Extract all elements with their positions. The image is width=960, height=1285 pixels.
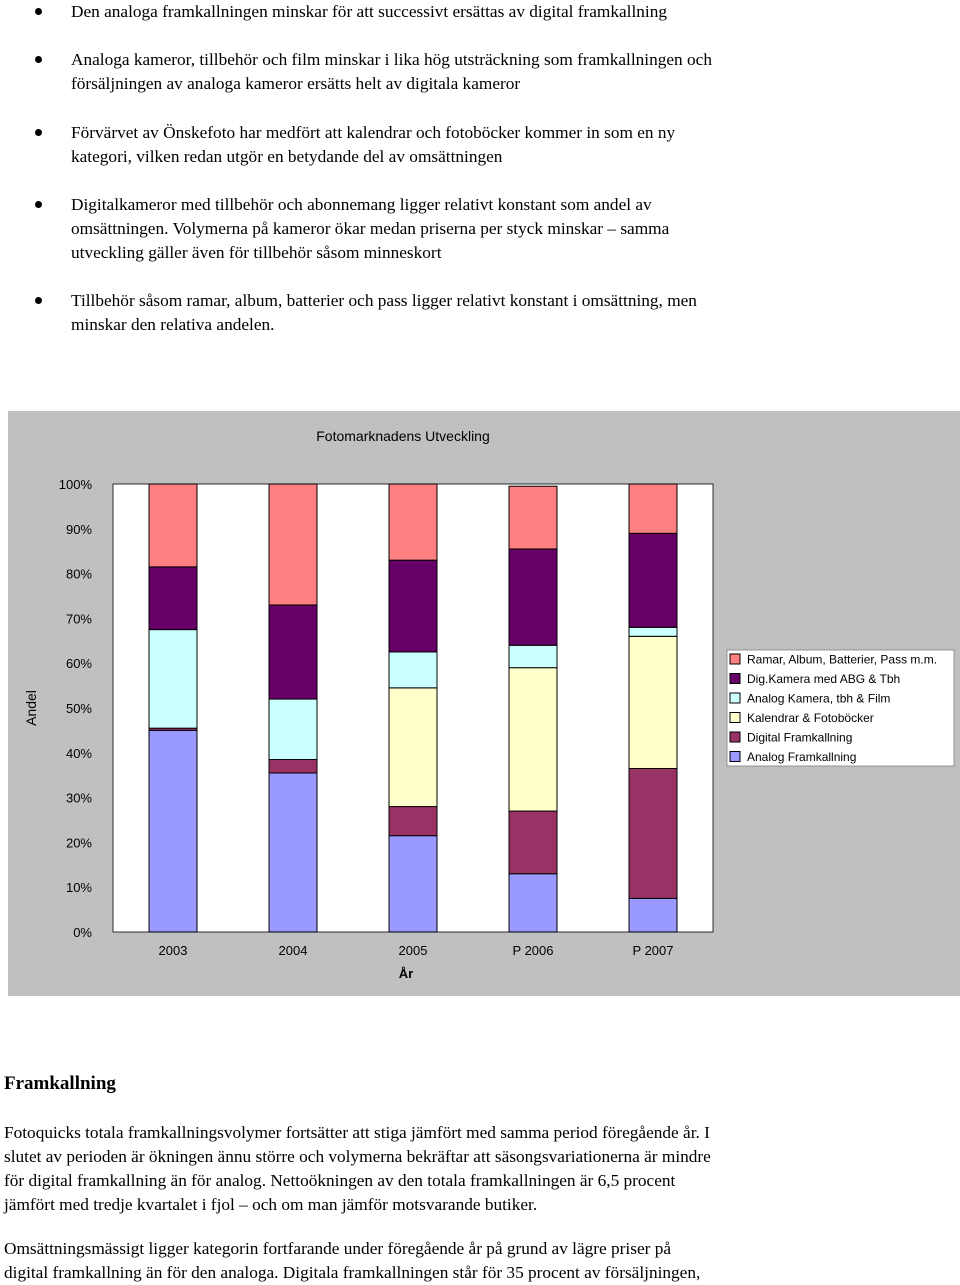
y-tick-label: 20% [65,835,92,851]
bar-segment [509,811,557,874]
legend [727,650,954,766]
y-tick-label: 70% [65,611,92,627]
bar-segment [269,699,317,759]
legend-box [727,650,954,766]
bullet-dot-icon [35,129,42,136]
x-tick-label: P 2006 [512,943,554,958]
bar-segment [389,652,437,688]
bar-segment [149,567,197,630]
bar-segment [509,668,557,811]
bullet-dot-icon [35,56,42,63]
bar-segment [509,874,557,932]
x-axis-label: År [398,966,414,981]
bar-segment [269,484,317,605]
bar-segment [509,486,557,549]
x-tick-label: P 2007 [632,943,674,958]
bar-segment [509,549,557,645]
legend-swatch [730,732,740,742]
bullet-dot-icon [35,8,42,15]
y-tick-label: 90% [65,521,92,537]
y-tick-label: 0% [73,925,92,940]
legend-swatch [730,674,740,684]
bar-segment [629,898,677,932]
bar-segment [389,484,437,560]
bar-segment [629,484,677,533]
y-tick-label: 50% [65,701,92,716]
bar-segment [149,730,197,932]
bar-segment [149,484,197,567]
section-heading: Framkallning [4,1073,116,1094]
bar-segment [509,645,557,667]
legend-label: Digital Framkallning [747,730,853,745]
x-tick-label: 2005 [398,943,428,958]
x-axis-ticks [159,943,674,958]
bar-segment [629,768,677,898]
bar-segment [269,760,317,773]
bar-segment [389,807,437,836]
bullet-dot-icon [35,297,42,304]
bar-segment [629,627,677,636]
bullet-text: Tillbehör såsom ramar, album, batterier och pass ligger relativt konstant i omsättning, men minskar den relativa andelen. [71,291,697,334]
bullet-text: Digitalkameror med tillbehör och abonnemang ligger relativt konstant som andel av omsättningen. Volymerna på kameror ökar medan priserna per styck minskar – samma utveckling gäller även för tillbehör såsom minneskort [71,195,670,262]
bullet-text: Analoga kameror, tillbehör och film minskar i lika hög utsträckning som framkallningen och försäljningen av analoga kameror ersätts helt av digitala kameror [71,50,712,93]
legend-label: Analog Kamera, tbh & Film [747,691,891,706]
legend-label: Dig.Kamera med ABG & Tbh [747,672,901,686]
bar-segment [149,630,197,729]
bar-segment [389,560,437,652]
bar-segment [629,533,677,627]
x-tick-label: 2003 [158,943,188,958]
legend-label: Ramar, Album, Batterier, Pass m.m. [747,652,938,667]
x-tick-label: 2004 [278,943,308,958]
stacked-bar-chart [8,411,960,996]
section-paragraph-1: Fotoquicks totala framkallningsvolymer fortsätter att stiga jämfört med samma period föregående år. I slutet av perioden är ökningen ännu större och volymerna bekräftar att säsongsvariationerna är mindre för digital framkallning än för analog. Nettoökningen av den totala framkallningen är 6,5 procent jämfört med tredje kvartalet i fjol – och om man jämför motsvarande butiker. [4,1123,711,1214]
y-tick-label: 30% [65,790,92,806]
chart-title: Fotomarknadens Utveckling [316,428,490,444]
y-tick-label: 60% [65,656,92,672]
bullet-text: Den analoga framkallningen minskar för att successivt ersättas av digital framkallning [71,2,668,21]
bar-segment [629,636,677,768]
y-axis-label: Andel [23,690,39,726]
y-axis-ticks [59,477,93,940]
y-tick-label: 100% [58,477,92,492]
bar-segment [269,773,317,932]
bullet-dot-icon [35,201,42,208]
legend-swatch [730,752,740,762]
y-tick-label: 40% [65,745,92,761]
y-tick-label: 10% [65,880,92,896]
legend-label: Kalendrar & Fotoböcker [747,711,874,725]
section-paragraph-2: Omsättningsmässigt ligger kategorin fortfarande under föregående år på grund av lägre priser på digital framkallning än för den analoga. Digitala framkallningen står för 35 procent av försäljningen, [4,1239,701,1282]
y-tick-label: 80% [65,566,92,582]
legend-swatch [730,693,740,703]
legend-label: Analog Framkallning [747,750,857,764]
bar-segment [389,688,437,807]
bar-segment [389,836,437,932]
bar-segment [269,605,317,699]
legend-swatch [730,654,740,664]
legend-swatch [730,713,740,723]
bullet-text: Förvärvet av Önskefoto har medfört att kalendrar och fotoböcker kommer in som en ny kategori, vilken redan utgör en betydande del av omsättningen [71,123,676,166]
chart-container [8,411,960,996]
